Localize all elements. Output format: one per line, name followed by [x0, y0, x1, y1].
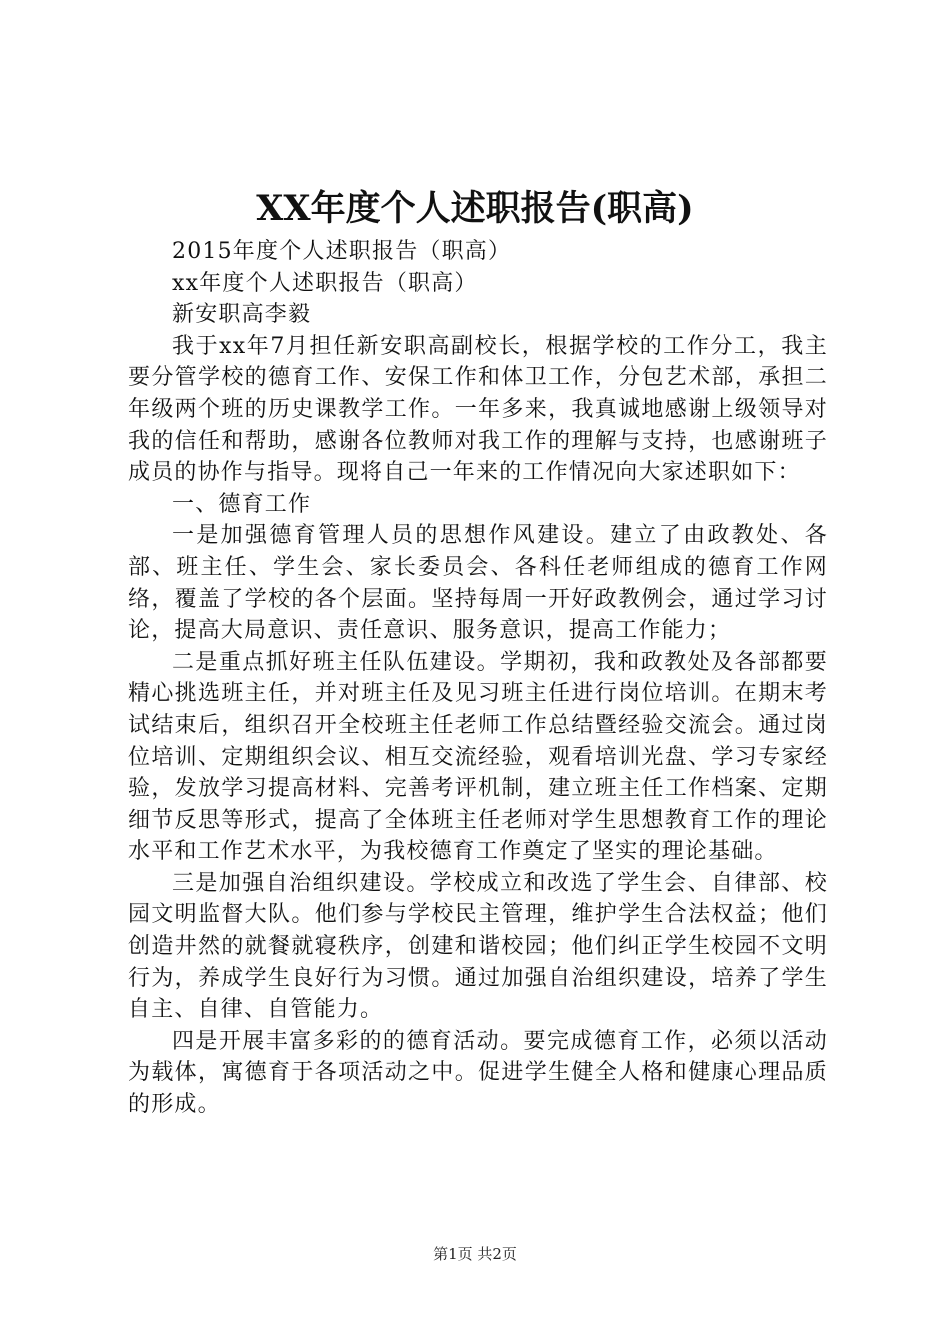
paragraph-introduction: 我于xx年7月担任新安职高副校长，根据学校的工作分工，我主要分管学校的德育工作、安保工作和体卫工作，分包艺术部，承担二年级两个班的历史课教学工作。一年多来，我真诚地感谢上级领导对我的信任和帮助，感谢各位教师对我工作的理解与支持，也感谢班子成员的协作与指导。现将自己一年来的工作情况向大家述职如下：: [128, 333, 828, 486]
paragraph-point-two: 二是重点抓好班主任队伍建设。学期初，我和政教处及各部都要精心挑选班主任，并对班主任及见习班主任进行岗位培训。在期末考试结束后，组织召开全校班主任老师工作总结暨经验交流会。通过岗位培训、定期组织会议、相互交流经验，观看培训光盘、学习专家经验，发放学习提高材料、完善考评机制，建立班主任工作档案、定期细节反思等形式，提高了全体班主任老师对学生思想教育工作的理论水平和工作艺术水平，为我校德育工作奠定了坚实的理论基础。: [128, 649, 828, 865]
document-title: XX年度个人述职报告(职高): [256, 188, 694, 229]
paragraph-point-four: 四是开展丰富多彩的的德育活动。要完成德育工作，必须以活动为载体，寓德育于各项活动之中。促进学生健全人格和健康心理品质的形成。: [128, 1028, 828, 1118]
document-body: [128, 236, 828, 1121]
paragraph-report-title-2015: 2015年度个人述职报告（职高）: [172, 239, 512, 264]
paragraph-point-three: 三是加强自治组织建设。学校成立和改选了学生会、自律部、校园文明监督大队。他们参与学校民主管理，维护学生合法权益；他们创造井然的就餐就寝秩序，创建和谐校园；他们纠正学生校园不文明行为，养成学生良好行为习惯。通过加强自治组织建设，培养了学生自主、自律、自管能力。: [128, 870, 828, 1023]
paragraph-author: 新安职高李毅: [172, 302, 312, 328]
paragraph-report-title-xx: xx年度个人述职报告（职高）: [172, 270, 478, 296]
paragraph-point-one: 一是加强德育管理人员的思想作风建设。建立了由政教处、各部、班主任、学生会、家长委员会、各科任老师组成的德育工作网络，覆盖了学校的各个层面。坚持每周一开好政教例会，通过学习讨论，提高大局意识、责任意识、服务意识，提高工作能力；: [128, 523, 828, 644]
section-heading-moral-education: 一、德育工作: [172, 491, 312, 517]
page-number-footer: 第1页 共2页: [433, 1245, 517, 1263]
